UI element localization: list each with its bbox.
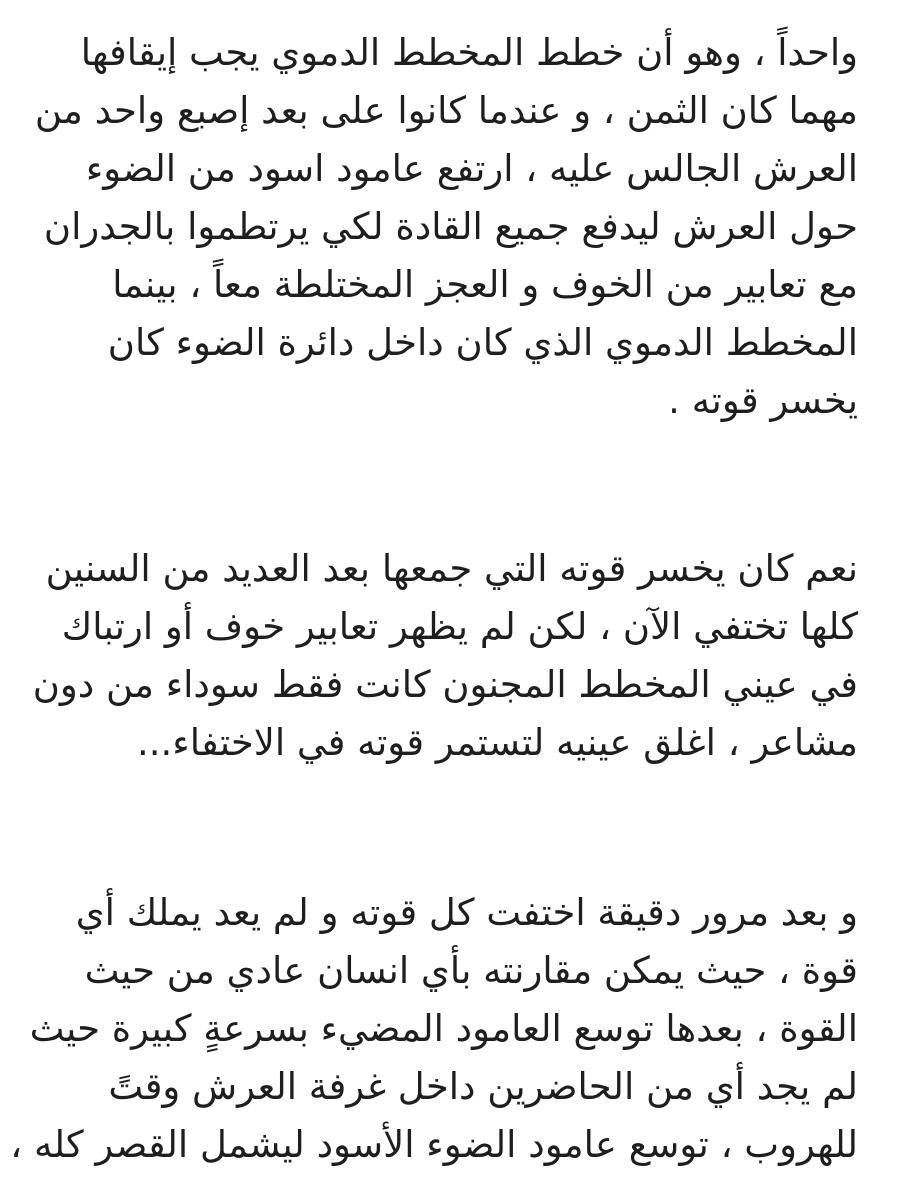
text-line: و بعد مرور دقيقة اختفت كل قوته و لم يعد يملك أي (75, 891, 858, 934)
text-line: المخطط الدموي الذي كان داخل دائرة الضوء كان (107, 321, 858, 364)
text-line: يخسر قوته . (668, 379, 858, 422)
paragraph-1 (34, 24, 858, 430)
text-line: للهروب ، توسع عامود الضوء الأسود ليشمل القصر كله ، (10, 1123, 858, 1166)
text-line: مهما كان الثمن ، و عندما كانوا على بعد إصبع واحد من (34, 89, 858, 132)
text-line: كلها تختفي الآن ، لكن لم يظهر تعابير خوف أو ارتباك (61, 605, 858, 648)
text-line: نعم كان يخسر قوته التي جمعها بعد العديد من السنين (45, 547, 858, 590)
text-line: مشاعر ، اغلق عينيه لتستمر قوته في الاختفاء... (137, 721, 858, 764)
text-line: العرش الجالس عليه ، ارتفع عامود اسود من الضوء (85, 147, 858, 190)
text-line: حول العرش ليدفع جميع القادة لكي يرتطموا بالجدران (43, 205, 858, 248)
text-line: واحداً ، وهو أن خطط المخطط الدموي يجب إيقافها (80, 31, 858, 74)
text-line: مع تعابير من الخوف و العجز المختلطة معاً ، بينما (112, 263, 858, 306)
text-line: في عيني المخطط المجنون كانت فقط سوداء من دون (32, 663, 858, 706)
text-line: قوة ، حيث يمكن مقارنته بأي انسان عادي من حيث (84, 949, 858, 992)
text-line: القوة ، بعدها توسع العامود المضيء بسرعةٍ كبيرة حيث (29, 1007, 858, 1050)
paragraph-3 (10, 884, 858, 1174)
paragraph-2 (32, 540, 858, 772)
text-line: لم يجد أي من الحاضرين داخل غرفة العرش وقتً (108, 1065, 858, 1108)
